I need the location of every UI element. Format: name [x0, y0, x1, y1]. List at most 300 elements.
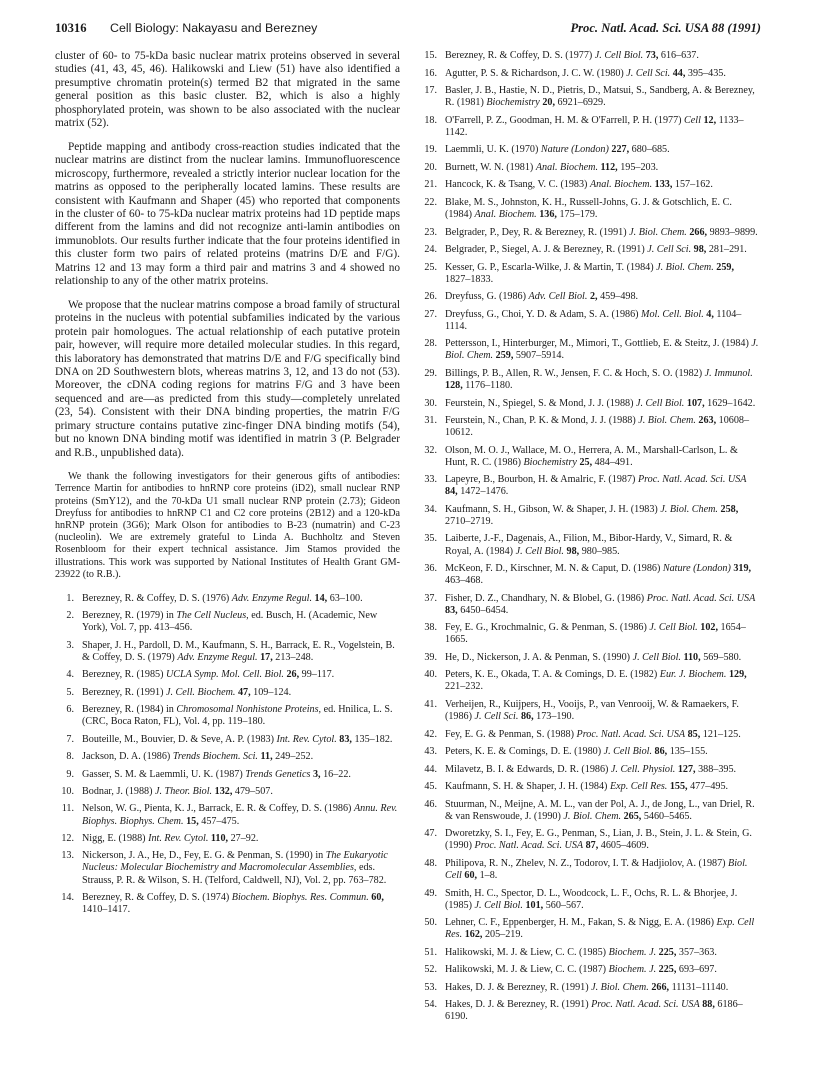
reference-item	[418, 445, 761, 469]
reference-source: Trends Biochem. Sci.	[172, 751, 258, 763]
reference-pages: 1410–1417.	[82, 903, 131, 915]
reference-pages: eds. Strauss, P. R. & Wilson, S. H. (Telford, Caldwell, NJ), Vol. 2, pp. 763–782.	[82, 862, 387, 886]
reference-authors: Basler, J. B., Hastie, N. D., Pietris, D., Matsui, S., Sandberg, A. & Berezney, R. (1981)	[445, 85, 755, 109]
reference-authors: Nigg, E. (1988)	[82, 832, 146, 844]
reference-volume: 98,	[566, 545, 580, 557]
reference-volume: 86,	[520, 711, 534, 723]
reference-pages: 1133–1142.	[445, 114, 744, 138]
reference-pages: 1654–1665.	[445, 622, 746, 646]
reference-pages: 10608–10612.	[445, 415, 750, 439]
reference-authors: Pettersson, I., Hinterburger, M., Mimori, T., Gottlieb, E. & Steitz, J. (1984)	[445, 338, 749, 350]
reference-pages: 99–117.	[301, 669, 335, 681]
reference-source: Proc. Natl. Acad. Sci. USA	[474, 840, 584, 852]
reference-volume: 20,	[542, 97, 555, 109]
reference-number: 38.	[424, 622, 437, 634]
reference-source: Anal. Biochem.	[474, 208, 537, 220]
reference-source: J. Biol. Chem.	[638, 415, 696, 427]
reference-pages: 388–395.	[698, 763, 737, 775]
reference-pages: 221–232.	[445, 681, 483, 693]
reference-item	[418, 262, 761, 286]
reference-volume: 266,	[651, 981, 670, 993]
reference-item	[418, 338, 761, 362]
reference-source: J. Cell Sci.	[647, 244, 692, 256]
reference-authors: Shaper, J. H., Pardoll, D. M., Kaufmann, S. H., Barrack, E. R., Vogelstein, B. & Coffey, D. S. (1979)	[82, 639, 395, 663]
reference-pages: 980–985.	[581, 545, 620, 557]
reference-number: 7.	[66, 733, 74, 745]
reference-number: 46.	[424, 798, 437, 810]
reference-number: 4.	[66, 669, 74, 681]
reference-volume: 73,	[645, 50, 659, 61]
reference-number: 26.	[424, 291, 437, 303]
reference-source: Nature (London)	[662, 563, 731, 575]
reference-pages: 457–475.	[201, 815, 240, 827]
reference-pages: 1–8.	[479, 869, 498, 881]
reference-item	[418, 799, 761, 823]
reference-source: J. Cell Biol.	[515, 545, 564, 557]
reference-pages: 63–100.	[329, 592, 363, 604]
reference-item	[55, 669, 400, 681]
reference-volume: 12,	[703, 114, 717, 126]
page-number: 10316	[55, 21, 87, 35]
reference-pages: 173–190.	[536, 711, 575, 723]
reference-source: J. Biol. Chem.	[660, 503, 718, 515]
reference-volume: 265,	[623, 810, 642, 822]
reference-volume: 25,	[579, 456, 593, 468]
reference-pages: 109–124.	[253, 686, 292, 698]
reference-pages: 6450–6454.	[460, 604, 509, 616]
reference-pages: 484–491.	[594, 456, 633, 468]
reference-volume: 129,	[728, 669, 747, 681]
reference-volume: 225,	[658, 964, 677, 976]
reference-pages: 5460–5465.	[643, 810, 692, 822]
reference-volume: 15,	[186, 815, 199, 827]
reference-number: 27.	[424, 308, 437, 320]
reference-pages: 121–125.	[702, 728, 741, 740]
journal-citation: Proc. Natl. Acad. Sci. USA 88 (1991)	[570, 21, 761, 35]
reference-volume: 110,	[683, 651, 701, 663]
reference-pages: 1629–1642.	[707, 397, 756, 409]
reference-number: 31.	[424, 415, 437, 427]
reference-item	[418, 781, 761, 793]
reference-source: Adv. Enzyme Regul.	[177, 651, 258, 663]
reference-item	[55, 850, 400, 886]
reference-pages: 477–495.	[690, 781, 729, 793]
reference-volume: 259,	[495, 350, 514, 362]
reference-volume: 4,	[706, 308, 714, 320]
reference-number: 40.	[424, 669, 437, 681]
reference-authors: Berezney, R. (1985)	[82, 669, 164, 681]
reference-volume: 17,	[260, 651, 273, 663]
section-title: Cell Biology: Nakayasu and Berezney	[110, 21, 318, 35]
body-paragraph: cluster of 60- to 75-kDa basic nuclear matrix proteins observed in several studies (41, 43, 45, 46). Halikowski and Liew (51) have also identified a presumptive chromatin protein(s) termed B2 that migrated in the same general position as this basic cluster. B2, which is also a highly phosphorylated protein, was shown to be also associated with the nuclear matrix (52).	[55, 50, 400, 130]
reference-source: Exp. Cell Res.	[445, 917, 755, 941]
reference-authors: Stuurman, N., Meijne, A. M. L., van der Pol, A. J., de Jong, L., van Driel, R. & van Renswoude, J. (1990)	[445, 798, 755, 822]
reference-volume: 14,	[314, 592, 328, 604]
reference-pages: 395–435.	[687, 67, 726, 79]
reference-item	[418, 888, 761, 912]
reference-source: Biol. Cell	[445, 857, 748, 881]
reference-volume: 60,	[371, 891, 384, 903]
reference-list	[418, 50, 761, 1023]
reference-number: 15.	[424, 50, 437, 61]
reference-source: Biochemistry	[486, 97, 540, 109]
reference-pages: 135–182.	[354, 733, 393, 745]
reference-item	[418, 652, 761, 664]
reference-volume: 11,	[260, 751, 273, 763]
reference-volume: 83,	[445, 604, 458, 616]
reference-authors: Bodnar, J. (1988)	[82, 786, 153, 798]
reference-volume: 112,	[600, 161, 618, 173]
reference-source: Exp. Cell Res.	[609, 781, 668, 793]
reference-authors: Kesser, G. P., Escarla-Wilke, J. & Martin, T. (1984)	[445, 261, 654, 273]
reference-item	[418, 244, 761, 256]
reference-pages: 1827–1833.	[445, 273, 494, 285]
reference-number: 32.	[424, 444, 437, 456]
reference-authors: Belgrader, P., Dey, R. & Berezney, R. (1991)	[445, 226, 627, 238]
reference-authors: Fisher, D. Z., Chandhary, N. & Blobel, G. (1986)	[445, 592, 645, 604]
reference-item	[418, 746, 761, 758]
reference-authors: Berezney, R. (1984) in	[82, 704, 174, 716]
reference-number: 16.	[424, 67, 437, 79]
reference-item	[55, 610, 400, 634]
reference-pages: 459–498.	[600, 291, 639, 303]
reference-volume: 155,	[669, 781, 688, 793]
reference-number: 25.	[424, 261, 437, 273]
reference-authors: Fey, E. G., Krochmalnic, G. & Penman, S. (1986)	[445, 622, 647, 634]
reference-source: Annu. Rev. Biophys. Biophys. Chem.	[82, 803, 398, 827]
reference-authors: Berezney, R. & Coffey, D. S. (1977)	[445, 50, 593, 61]
reference-volume: 225,	[658, 946, 677, 958]
reference-source: J. Cell Biol.	[635, 397, 685, 409]
reference-item	[418, 622, 761, 646]
reference-number: 49.	[424, 887, 437, 899]
reference-item	[418, 474, 761, 498]
reference-item	[418, 729, 761, 741]
reference-volume: 2,	[589, 291, 598, 303]
reference-authors: Verheijen, R., Kuijpers, H., Vooijs, P., van Venrooij, W. & Ramaekers, F. (1986)	[445, 698, 739, 723]
reference-source: J. Biol. Chem.	[445, 338, 759, 362]
reference-volume: 26,	[286, 669, 300, 681]
reference-authors: Laiberte, J.-F., Dagenais, A., Filion, M., Bibor-Hardy, V., Simard, R. & Royal, A. (1984)	[445, 533, 733, 557]
reference-volume: 85,	[687, 728, 701, 740]
reference-item	[418, 415, 761, 439]
reference-item	[418, 50, 761, 62]
reference-number: 14.	[61, 891, 74, 903]
reference-number: 39.	[424, 651, 437, 663]
reference-item	[418, 398, 761, 410]
reference-source: The Cell Nucleus,	[176, 610, 249, 622]
reference-number: 50.	[424, 917, 437, 929]
reference-authors: Agutter, P. S. & Richardson, J. C. W. (1980)	[445, 67, 624, 79]
reference-volume: 44,	[672, 67, 686, 79]
reference-number: 30.	[424, 397, 437, 409]
reference-number: 13.	[61, 850, 74, 862]
reference-authors: Halikowski, M. J. & Liew, C. C. (1985)	[445, 946, 607, 958]
reference-authors: Fey, E. G. & Penman, S. (1988)	[445, 728, 574, 740]
reference-source: Proc. Natl. Acad. Sci. USA	[646, 592, 756, 604]
reference-volume: 127,	[677, 763, 696, 775]
reference-volume: 60,	[464, 869, 478, 881]
reference-item	[418, 309, 761, 333]
reference-item	[418, 858, 761, 882]
reference-number: 43.	[424, 746, 437, 758]
reference-pages: 281–291.	[708, 244, 747, 256]
reference-volume: 86,	[654, 746, 668, 758]
reference-pages: 135–155.	[669, 746, 708, 758]
reference-source: Biochem. J.	[608, 964, 657, 976]
reference-pages: 6186–6190.	[445, 999, 743, 1023]
reference-pages: 616–637.	[660, 50, 699, 61]
reference-number: 23.	[424, 226, 437, 238]
reference-item	[418, 917, 761, 941]
reference-pages: 357–363.	[678, 946, 717, 958]
reference-item	[418, 144, 761, 156]
reference-source: J. Cell Biol.	[632, 651, 681, 663]
reference-item	[55, 704, 400, 728]
reference-authors: Peters, K. E. & Comings, D. E. (1980)	[445, 746, 602, 758]
reference-source: J. Cell Sci.	[626, 67, 671, 79]
reference-source: Adv. Enzyme Regul.	[231, 592, 313, 604]
reference-source: Eur. J. Biochem.	[659, 669, 727, 681]
reference-pages: 11131–11140.	[671, 981, 729, 993]
reference-authors: Berezney, R. & Coffey, D. S. (1974)	[82, 891, 230, 903]
reference-source: Proc. Natl. Acad. Sci. USA	[591, 999, 700, 1011]
left-column	[55, 50, 400, 921]
reference-item	[55, 769, 400, 781]
reference-item	[418, 947, 761, 959]
reference-number: 34.	[424, 503, 437, 515]
reference-source: J. Cell Sci.	[474, 711, 519, 723]
reference-item	[418, 999, 761, 1023]
reference-item	[418, 563, 761, 587]
reference-number: 20.	[424, 161, 437, 173]
reference-item	[418, 115, 761, 139]
reference-authors: Dreyfuss, G., Choi, Y. D. & Adam, S. A. (1986)	[445, 308, 639, 320]
body-paragraph: We propose that the nuclear matrins compose a broad family of structural proteins in the nucleus with potential subfamilies indicated by the various protein pair homologues. The actual relationship of each putative protein pair, however, will require more detailed molecular studies. In this regard, this laboratory has demonstrated that matrins D/E and F/G specifically bind DNA on 2D Southwestern blots, whereas matrins 3, 12, and 13 do not (53). Moreover, the cDNA coding regions for matrins F/G and 3 have been sequenced and are—as predicted from this study—completely unrelated (23, 54). Consistent with their DNA binding properties, the matrin F/G primary structure contains putative zinc-finger DNA binding motifs (54), but no known DNA binding motif was identified in matrin 3 (P. Belgrader and R.B., unpublished data).	[55, 298, 400, 459]
reference-authors: Dreyfuss, G. (1986)	[445, 291, 526, 303]
reference-volume: 3,	[312, 768, 321, 780]
reference-source: Proc. Natl. Acad. Sci. USA	[637, 474, 747, 486]
reference-source: Anal. Biochem.	[589, 179, 653, 191]
reference-volume: 319,	[733, 563, 752, 575]
reference-authors: Dworetzky, S. I., Fey, E. G., Penman, S., Lian, J. B., Stein, J. L. & Stein, G. (1990)	[445, 828, 752, 852]
reference-volume: 259,	[716, 261, 735, 273]
reference-item	[55, 593, 400, 605]
reference-source: Nature (London)	[540, 144, 609, 156]
reference-source: Cell	[684, 114, 701, 126]
reference-item	[418, 162, 761, 174]
reference-pages: 1104–1114.	[445, 308, 742, 332]
reference-authors: Billings, P. B., Allen, R. W., Jensen, F. C. & Hoch, S. O. (1982)	[445, 367, 703, 379]
reference-number: 35.	[424, 533, 437, 545]
reference-authors: Berezney, R. (1979) in	[82, 610, 174, 622]
reference-item	[55, 640, 400, 664]
reference-authors: Blake, M. S., Johnston, K. H., Russell-Johns, G. J. & Gotschlich, E. C. (1984)	[445, 196, 732, 220]
reference-source: J. Cell Biol.	[594, 50, 644, 61]
reference-item	[55, 687, 400, 699]
reference-source: J. Cell. Physiol.	[610, 763, 676, 775]
acknowledgment: We thank the following investigators for their generous gifts of antibodies: Terrence Martin for antibodies to hnRNP core proteins (iD2), small nuclear RNP proteins (SmY12), and the 70-kDa U1 small nuclear RNP protein (2.73); Gideon Dreyfuss for antibodies to hnRNP C1 and C2 core proteins (2B12) and a 120-kDa hnRNP protein (3G6); Mark Olson for antibodies to B-23 (numatrin) and C-23 (nucleolin). We are extremely grateful to Linda A. Buchholtz and Steven Rosenbloom for their expert technical assistance. Jim Stamos provided the illustrations. This work was supported by National Institutes of Health Grant GM-23922 (to R.B.).	[55, 471, 400, 580]
reference-authors: Peters, K. E., Okada, T. A. & Comings, D. E. (1982)	[445, 669, 658, 681]
reference-number: 33.	[424, 474, 437, 486]
reference-number: 29.	[424, 367, 437, 379]
reference-item	[418, 828, 761, 852]
reference-authors: Kaufmann, S. H., Gibson, W. & Shaper, J. H. (1983)	[445, 503, 658, 515]
reference-volume: 83,	[339, 733, 352, 745]
reference-number: 19.	[424, 144, 437, 156]
reference-source: Biochemistry	[523, 456, 577, 468]
reference-pages: 569–580.	[703, 651, 742, 663]
reference-volume: 258,	[720, 503, 739, 515]
reference-pages: 1472–1476.	[460, 486, 509, 498]
reference-number: 18.	[424, 114, 437, 126]
reference-pages: 463–468.	[445, 575, 483, 587]
reference-pages: 213–248.	[275, 651, 314, 663]
body-paragraph: Peptide mapping and antibody cross-reaction studies indicated that the nuclear matrins are distinct from the nuclear lamins. Immunofluorescence microscopy, furthermore, revealed a strictly interior nuclear location for the matrins as opposed to the peripherally located lamins. These results are consistent with Kaufmann and Shaper (45) who reported that components in the cluster of 60- to 75-kDa nuclear matrix proteins had 1D peptide maps different from the lamins and did not recognize anti-lamin antibodies on immunoblots. Our results further indicate that the four proteins identified in this cluster form two pairs of related proteins (matrins D/E and F/G). Matrins 12 and 13 may form a third pair and matrins 3 and 4 showed no relationship to any of the other matrix proteins.	[55, 140, 400, 288]
reference-item	[418, 197, 761, 221]
reference-source: Adv. Cell Biol.	[528, 291, 588, 303]
reference-authors: Lapeyre, B., Bourbon, H. & Amalric, F. (1987)	[445, 474, 636, 486]
reference-source: Anal. Biochem.	[535, 161, 598, 173]
reference-item	[418, 179, 761, 191]
reference-item	[418, 368, 761, 392]
reference-number: 5.	[66, 686, 74, 698]
reference-authors: Smith, H. C., Spector, D. L., Woodcock, L. F., Ochs, R. L. & Bhorjee, J. (1985)	[445, 887, 738, 911]
reference-authors: Burnett, W. N. (1981)	[445, 161, 534, 173]
reference-authors: Berezney, R. (1991)	[82, 686, 164, 698]
reference-authors: Hakes, D. J. & Berezney, R. (1991)	[445, 999, 589, 1011]
reference-item	[418, 964, 761, 976]
reference-number: 42.	[424, 728, 437, 740]
reference-number: 2.	[66, 610, 74, 622]
reference-volume: 102,	[700, 622, 718, 634]
reference-item	[55, 803, 400, 827]
reference-item	[418, 593, 761, 617]
reference-source: The Eukaryotic Nucleus: Molecular Biochemistry and Macromolecular Assemblies,	[82, 850, 388, 874]
reference-pages: 175–179.	[559, 208, 598, 220]
reference-source: J. Biol. Chem.	[591, 981, 649, 993]
reference-number: 51.	[424, 946, 437, 958]
reference-authors: Nelson, W. G., Pienta, K. J., Barrack, E. R. & Coffey, D. S. (1986)	[82, 803, 352, 815]
reference-volume: 136,	[539, 208, 557, 220]
reference-pages: 680–685.	[631, 144, 670, 156]
reference-authors: Bouteille, M., Bouvier, D. & Seve, A. P. (1983)	[82, 733, 274, 745]
reference-item	[55, 786, 400, 798]
reference-pages: 27–92.	[230, 832, 259, 844]
reference-number: 48.	[424, 857, 437, 869]
reference-volume: 162,	[464, 929, 483, 941]
reference-volume: 87,	[585, 840, 599, 852]
reference-number: 41.	[424, 698, 437, 710]
reference-number: 21.	[424, 179, 437, 191]
reference-pages: 157–162.	[674, 179, 713, 191]
reference-authors: Berezney, R. & Coffey, D. S. (1976)	[82, 592, 230, 604]
reference-authors: Philipova, R. N., Zhelev, N. Z., Todorov, I. T. & Hadjiolov, A. (1987)	[445, 857, 726, 869]
reference-authors: Hakes, D. J. & Berezney, R. (1991)	[445, 981, 589, 993]
reference-authors: Jackson, D. A. (1986)	[82, 751, 171, 763]
reference-source: J. Biol. Chem.	[629, 226, 687, 238]
reference-source: UCLA Symp. Mol. Cell. Biol.	[165, 669, 284, 681]
reference-number: 54.	[424, 999, 437, 1011]
reference-item	[418, 533, 761, 557]
reference-number: 24.	[424, 244, 437, 256]
reference-item	[55, 751, 400, 763]
reference-source: J. Cell Biol.	[649, 622, 698, 634]
reference-source: Int. Rev. Cytol.	[276, 733, 337, 745]
reference-authors: Belgrader, P., Siegel, A. J. & Berezney, R. (1991)	[445, 244, 645, 256]
reference-authors: Olson, M. O. J., Wallace, M. O., Herrera, A. M., Marshall-Carlson, L. & Hunt, R. C. (1986)	[445, 444, 738, 468]
reference-pages: 205–219.	[484, 929, 523, 941]
reference-pages: 1176–1180.	[465, 379, 513, 391]
reference-source: Chromosomal Nonhistone Proteins,	[176, 704, 322, 716]
reference-volume: 133,	[654, 179, 673, 191]
reference-authors: Gasser, S. M. & Laemmli, U. K. (1987)	[82, 768, 243, 780]
reference-authors: Milavetz, B. I. & Edwards, D. R. (1986)	[445, 763, 609, 775]
reference-item	[418, 764, 761, 776]
reference-volume: 107,	[686, 397, 705, 409]
reference-source: Trends Genetics	[245, 768, 311, 780]
reference-item	[418, 669, 761, 693]
reference-source: J. Cell Biol.	[603, 746, 652, 758]
reference-list	[55, 593, 400, 916]
reference-source: J. Cell Biol.	[474, 899, 523, 911]
reference-pages: 693–697.	[678, 964, 717, 976]
reference-pages: ed. Busch, H. (Academic, New York), Vol. 7, pp. 413–456.	[82, 610, 378, 634]
reference-item	[418, 982, 761, 994]
reference-number: 52.	[424, 964, 437, 976]
reference-pages: 560–567.	[545, 899, 584, 911]
reference-volume: 101,	[525, 899, 544, 911]
reference-number: 28.	[424, 338, 437, 350]
reference-authors: Nickerson, J. A., He, D., Fey, E. G. & Penman, S. (1990) in	[82, 850, 324, 862]
reference-number: 44.	[424, 763, 437, 775]
reference-pages: 5907–5914.	[515, 350, 564, 362]
reference-volume: 266,	[689, 226, 708, 238]
reference-authors: Feurstein, N., Chan, P. K. & Mond, J. J. (1988)	[445, 415, 636, 427]
reference-volume: 128,	[445, 379, 463, 391]
page-header	[55, 21, 761, 39]
reference-authors: Lehner, C. F., Eppenberger, H. M., Fakan, S. & Nigg, E. A. (1986)	[445, 917, 714, 929]
reference-source: Biochem. J.	[608, 946, 657, 958]
reference-item	[418, 699, 761, 723]
reference-volume: 88,	[702, 999, 715, 1011]
reference-number: 3.	[66, 639, 74, 651]
reference-authors: Halikowski, M. J. & Liew, C. C. (1987)	[445, 964, 607, 976]
reference-pages: 6921–6929.	[557, 97, 606, 109]
reference-pages: 249–252.	[275, 751, 314, 763]
reference-authors: Laemmli, U. K. (1970)	[445, 144, 539, 156]
reference-volume: 47,	[237, 686, 251, 698]
reference-number: 36.	[424, 563, 437, 575]
reference-number: 53.	[424, 981, 437, 993]
reference-pages: 479–507.	[234, 786, 273, 798]
reference-source: J. Biol. Chem.	[563, 810, 622, 822]
reference-item	[418, 85, 761, 109]
reference-pages: 9893–9899.	[709, 226, 758, 238]
reference-number: 11.	[61, 803, 74, 815]
reference-number: 17.	[424, 85, 437, 97]
reference-source: J. Cell. Biochem.	[165, 686, 236, 698]
reference-authors: Kaufmann, S. H. & Shaper, J. H. (1984)	[445, 781, 608, 793]
reference-number: 47.	[424, 828, 437, 840]
reference-authors: O'Farrell, P. Z., Goodman, H. M. & O'Farrell, P. H. (1977)	[445, 114, 682, 126]
reference-item	[55, 734, 400, 746]
reference-number: 9.	[66, 768, 74, 780]
reference-item	[418, 68, 761, 80]
reference-pages: 16–22.	[323, 768, 351, 780]
reference-number: 10.	[61, 786, 74, 798]
reference-source: J. Immunol.	[704, 367, 753, 379]
